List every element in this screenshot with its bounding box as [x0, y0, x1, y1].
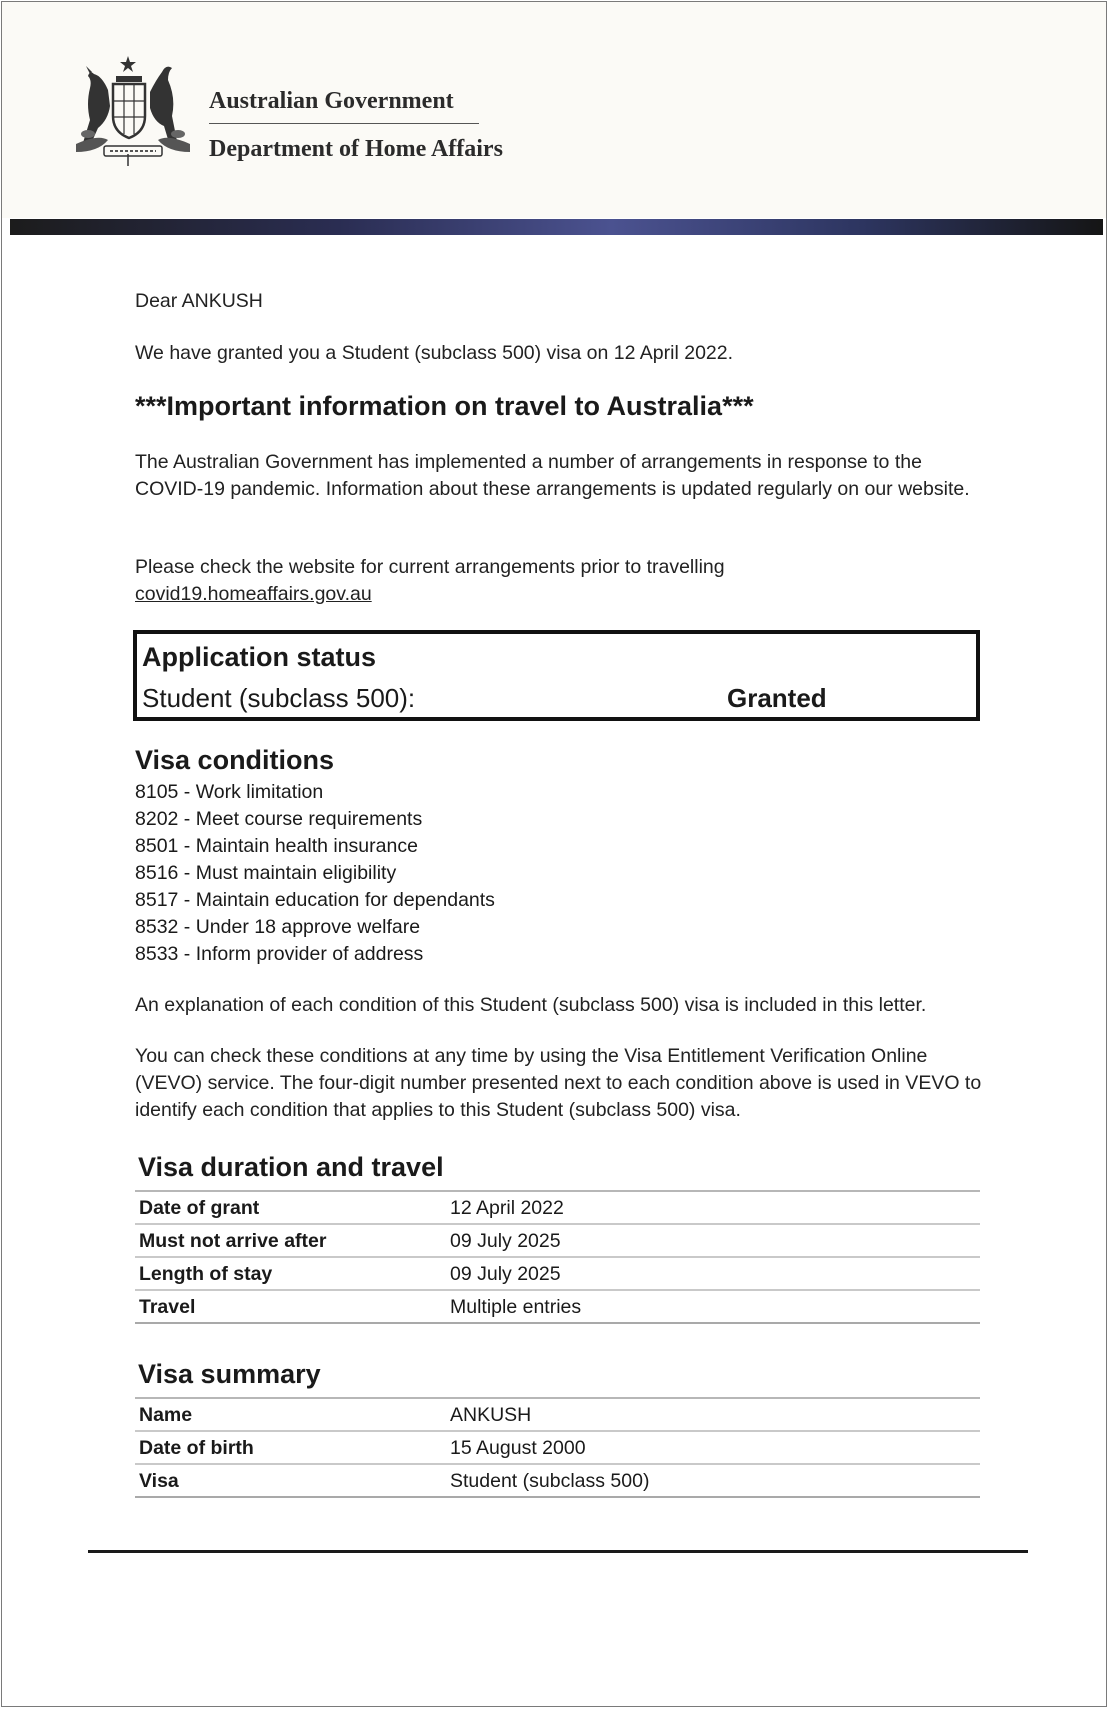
table-row [135, 1192, 980, 1225]
row-key: Length of stay [139, 1263, 273, 1285]
table-row [135, 1465, 980, 1498]
application-status-label: Student (subclass 500): [142, 683, 416, 713]
covid-website-link[interactable]: covid19.homeaffairs.gov.au [135, 583, 372, 605]
check-website-text: Please check the website for current arrangements prior to travelling [135, 556, 725, 578]
letterhead [2, 2, 1106, 218]
department-name: Department of Home Affairs [209, 136, 503, 162]
vevo-paragraph: You can check these conditions at any time by using the Visa Entitlement Verification Online (VEVO) service. The four-digit number presented next to each condition above is used in VEVO to identify each condition that applies to this Student (subclass 500) visa. [135, 1045, 982, 1121]
header-banner [10, 219, 1103, 235]
row-value: 12 April 2022 [450, 1197, 564, 1219]
row-value: 15 August 2000 [450, 1437, 586, 1459]
covid-paragraph: The Australian Government has implemented a number of arrangements in response to the COVID-19 pandemic. Information about these arrangements is updated regularly on our website. [135, 451, 970, 500]
check-website-paragraph [135, 554, 980, 608]
condition-item: 8532 - Under 18 approve welfare [135, 916, 421, 938]
footer-divider [88, 1550, 1028, 1553]
row-key: Must not arrive after [139, 1230, 327, 1252]
row-value: 09 July 2025 [450, 1230, 561, 1252]
table-row [135, 1432, 980, 1465]
condition-item: 8105 - Work limitation [135, 781, 324, 803]
table-row [135, 1399, 980, 1432]
conditions-explanation: An explanation of each condition of this Student (subclass 500) visa is included in this letter. [135, 994, 927, 1016]
commonwealth-coat-of-arms-icon [68, 54, 198, 166]
condition-item: 8501 - Maintain health insurance [135, 835, 418, 857]
row-value: Student (subclass 500) [450, 1470, 650, 1492]
condition-item: 8533 - Inform provider of address [135, 943, 424, 965]
visa-grant-letter [1, 1, 1107, 1707]
row-key: Travel [139, 1296, 196, 1318]
row-value: 09 July 2025 [450, 1263, 561, 1285]
visa-conditions-list [135, 779, 495, 968]
application-status-title: Application status [142, 642, 377, 672]
row-value: ANKUSH [450, 1404, 532, 1426]
visa-summary-title: Visa summary [138, 1359, 321, 1389]
application-status-value: Granted [727, 683, 827, 713]
table-row [135, 1225, 980, 1258]
row-key: Date of birth [139, 1437, 254, 1459]
condition-item: 8202 - Meet course requirements [135, 808, 423, 830]
application-status-box [133, 630, 980, 721]
grant-statement: We have granted you a Student (subclass 500) visa on 12 April 2022. [135, 342, 734, 364]
row-key: Date of grant [139, 1197, 260, 1219]
row-key: Name [139, 1404, 193, 1426]
visa-duration-title: Visa duration and travel [138, 1152, 444, 1182]
salutation: Dear ANKUSH [135, 290, 263, 312]
government-name: Australian Government [209, 88, 454, 114]
important-travel-heading: ***Important information on travel to Australia*** [135, 391, 754, 421]
row-value: Multiple entries [450, 1296, 582, 1318]
visa-conditions-title: Visa conditions [135, 745, 335, 775]
condition-item: 8516 - Must maintain eligibility [135, 862, 397, 884]
row-key: Visa [139, 1470, 179, 1492]
table-row [135, 1258, 980, 1291]
visa-summary-table [135, 1397, 980, 1498]
visa-duration-table [135, 1190, 980, 1324]
table-row [135, 1291, 980, 1324]
condition-item: 8517 - Maintain education for dependants [135, 889, 495, 911]
letterhead-divider [209, 123, 479, 124]
